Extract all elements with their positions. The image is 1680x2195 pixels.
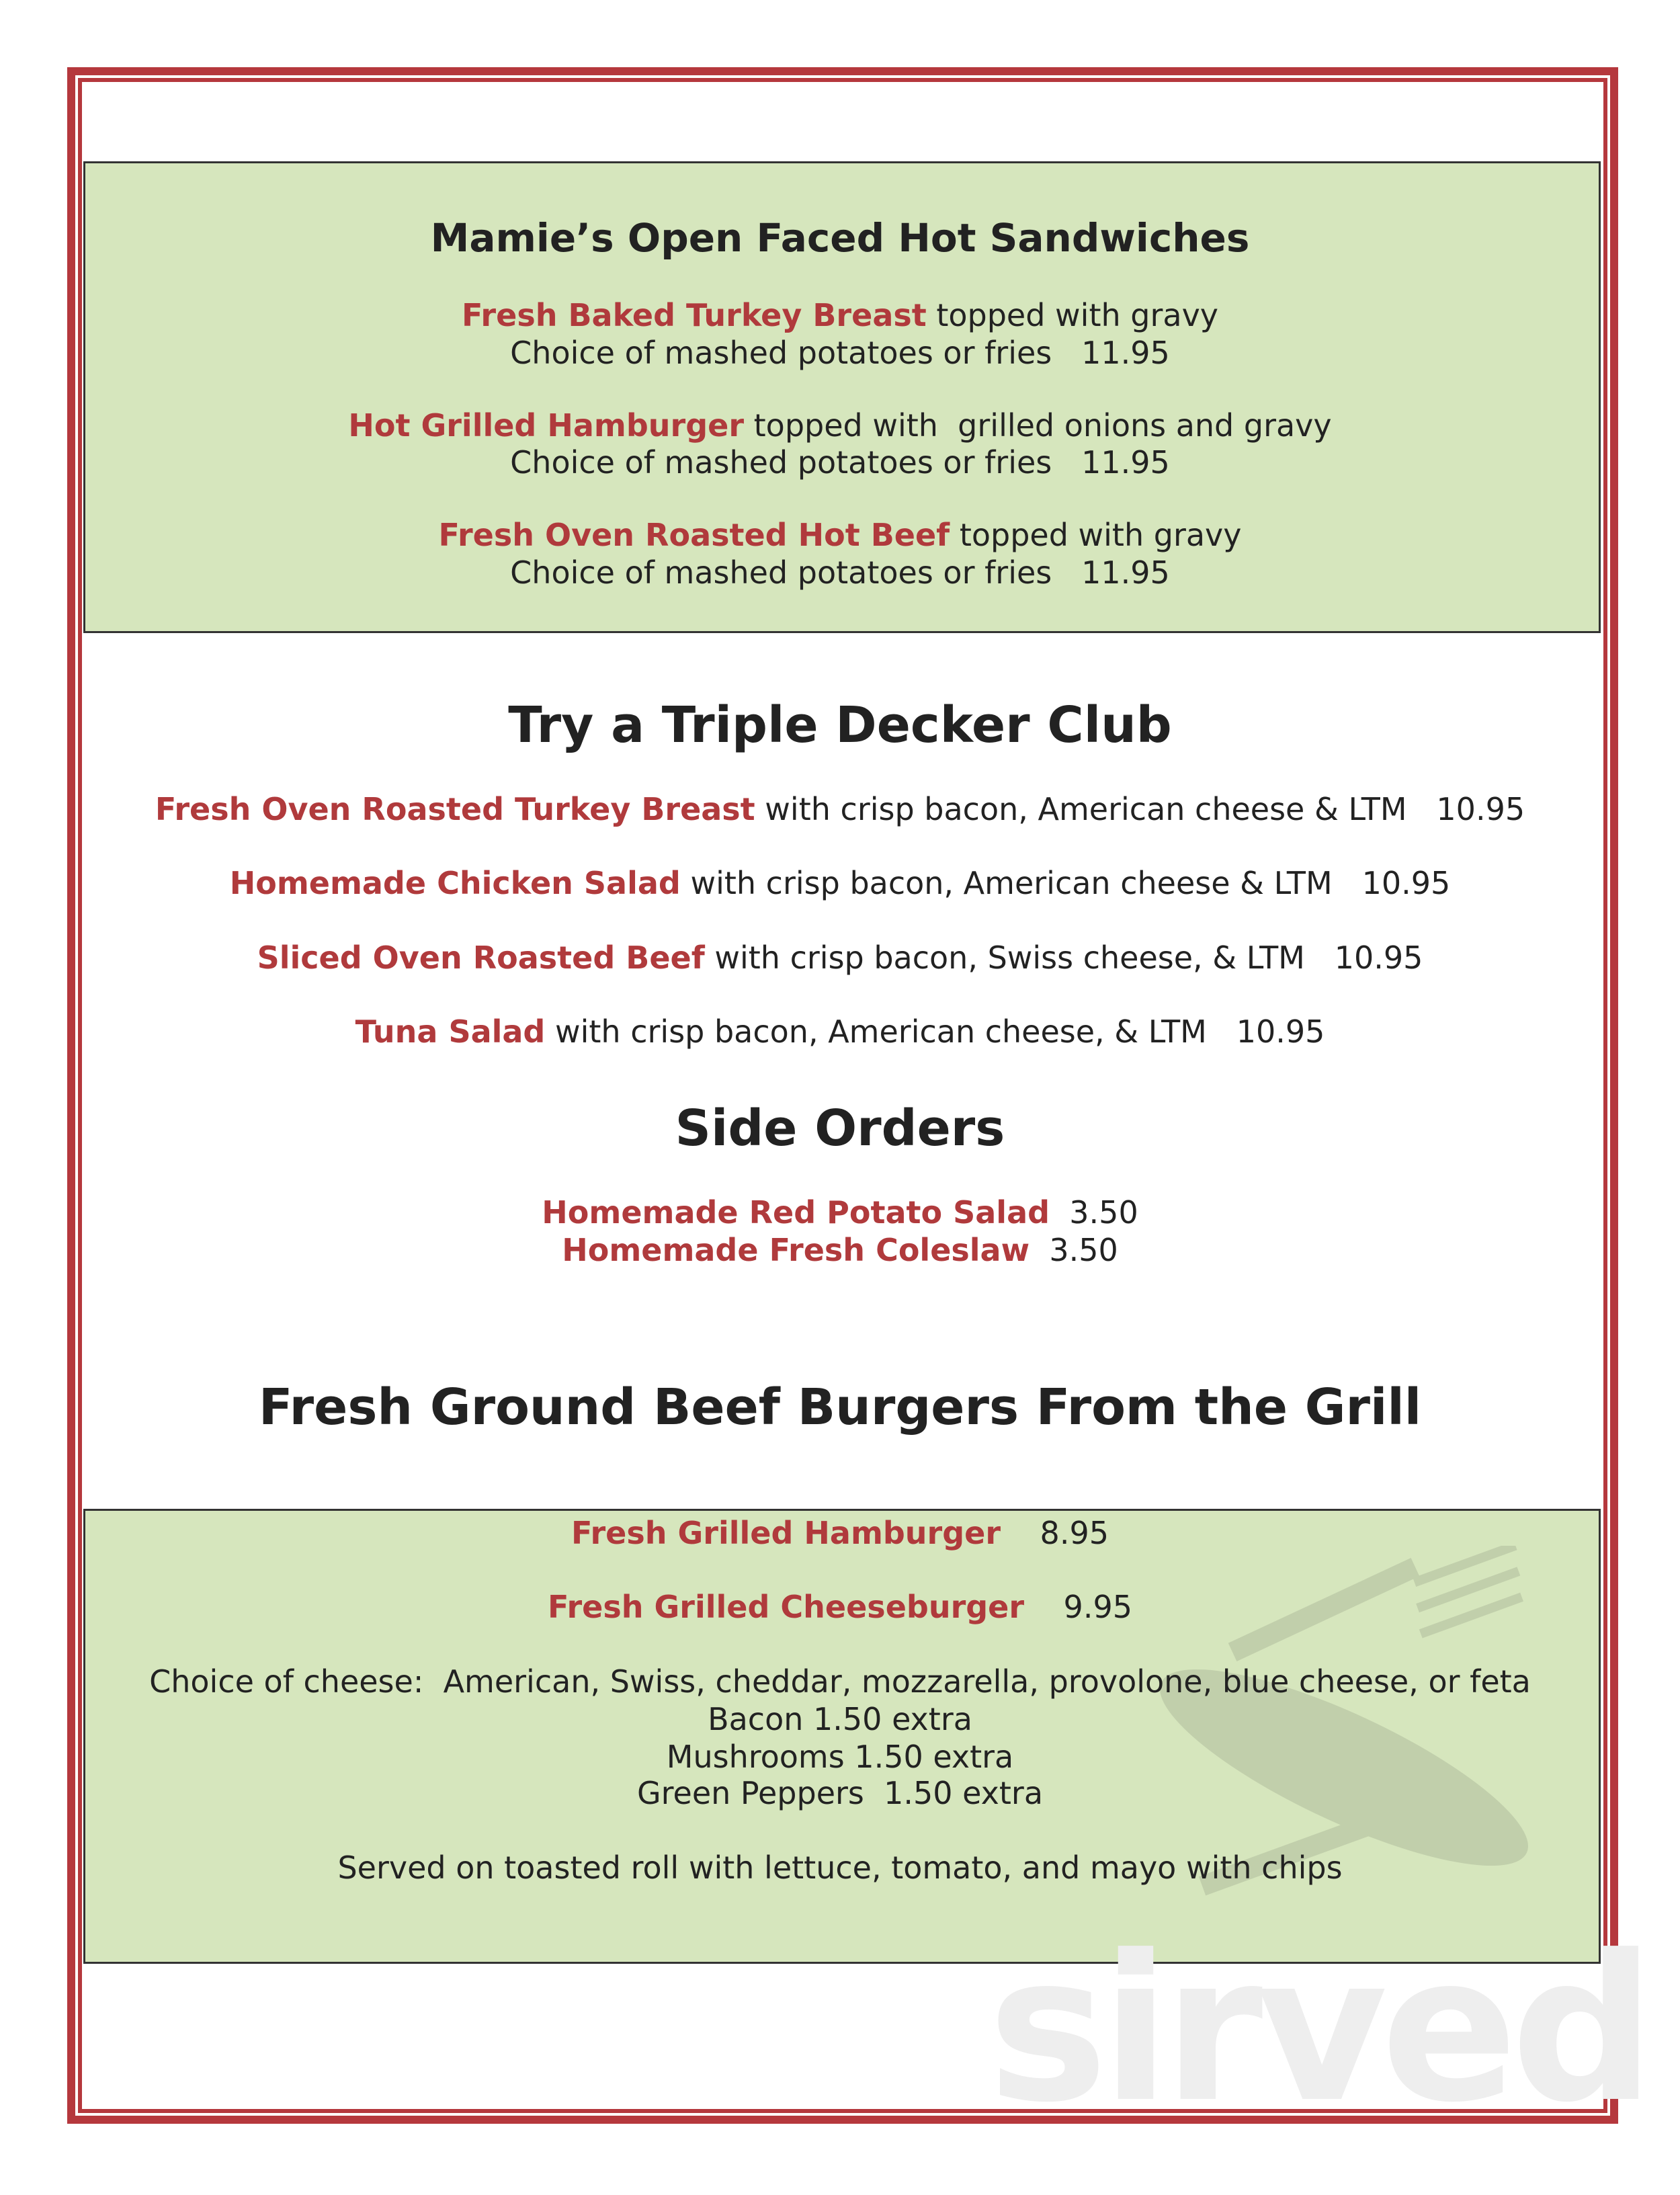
item-name: Fresh Baked Turkey Breast: [461, 297, 927, 333]
menu-item: [0, 940, 1680, 976]
sandwiches-title: Mamie’s Open Faced Hot Sandwiches: [430, 215, 1250, 261]
menu-item: [0, 791, 1680, 827]
item-desc: with crisp bacon, American cheese & LTM 10.95: [755, 791, 1525, 827]
item-name: Fresh Grilled Hamburger: [571, 1515, 1001, 1551]
menu-item: [0, 865, 1680, 901]
item-desc: topped with gravy: [950, 517, 1242, 553]
item-name: Fresh Grilled Cheeseburger: [548, 1589, 1025, 1625]
item-price: 3.50: [1050, 1194, 1138, 1231]
item-desc: with crisp bacon, American cheese, & LTM 10.95: [545, 1013, 1325, 1050]
menu-item: [0, 1589, 1680, 1625]
extra-item: Mushrooms 1.50 extra: [666, 1739, 1014, 1775]
served-note: Served on toasted roll with lettuce, tomato, and mayo with chips: [337, 1850, 1343, 1886]
menu-item: [0, 297, 1680, 333]
watermark-logo: sirved: [988, 1912, 1649, 2147]
item-name: Fresh Oven Roasted Turkey Breast: [155, 791, 755, 827]
item-line2: Choice of mashed potatoes or fries 11.95: [510, 444, 1170, 481]
menu-item: [0, 407, 1680, 444]
menu-item: [0, 1194, 1680, 1231]
cheese-choice: Choice of cheese: American, Swiss, cheddar, mozzarella, provolone, blue cheese, or feta: [149, 1663, 1531, 1700]
item-price: 9.95: [1024, 1589, 1132, 1625]
item-line2: Choice of mashed potatoes or fries 11.95: [510, 335, 1170, 371]
item-desc: with crisp bacon, American cheese & LTM 10.95: [680, 865, 1451, 901]
item-name: Fresh Oven Roasted Hot Beef: [438, 517, 950, 553]
item-desc: topped with grilled onions and gravy: [744, 407, 1332, 444]
burgers-title: Fresh Ground Beef Burgers From the Grill: [258, 1378, 1422, 1436]
extra-item: Green Peppers 1.50 extra: [636, 1775, 1044, 1811]
item-price: 8.95: [1001, 1515, 1109, 1551]
item-name: Sliced Oven Roasted Beef: [257, 940, 705, 976]
sides-title: Side Orders: [675, 1100, 1005, 1157]
menu-item: [0, 1232, 1680, 1268]
item-name: Tuna Salad: [355, 1013, 546, 1050]
menu-item: [0, 1515, 1680, 1551]
item-name: Hot Grilled Hamburger: [348, 407, 745, 444]
item-line2: Choice of mashed potatoes or fries 11.95: [510, 554, 1170, 591]
menu-item: [0, 517, 1680, 553]
menu-item: [0, 1013, 1680, 1050]
item-desc: topped with gravy: [926, 297, 1219, 333]
item-name: Homemade Chicken Salad: [229, 865, 681, 901]
extra-item: Bacon 1.50 extra: [708, 1701, 972, 1737]
item-name: Homemade Red Potato Salad: [542, 1194, 1050, 1231]
item-desc: with crisp bacon, Swiss cheese, & LTM 10.95: [704, 940, 1423, 976]
club-title: Try a Triple Decker Club: [508, 696, 1172, 754]
item-name: Homemade Fresh Coleslaw: [562, 1232, 1030, 1268]
item-price: 3.50: [1030, 1232, 1118, 1268]
